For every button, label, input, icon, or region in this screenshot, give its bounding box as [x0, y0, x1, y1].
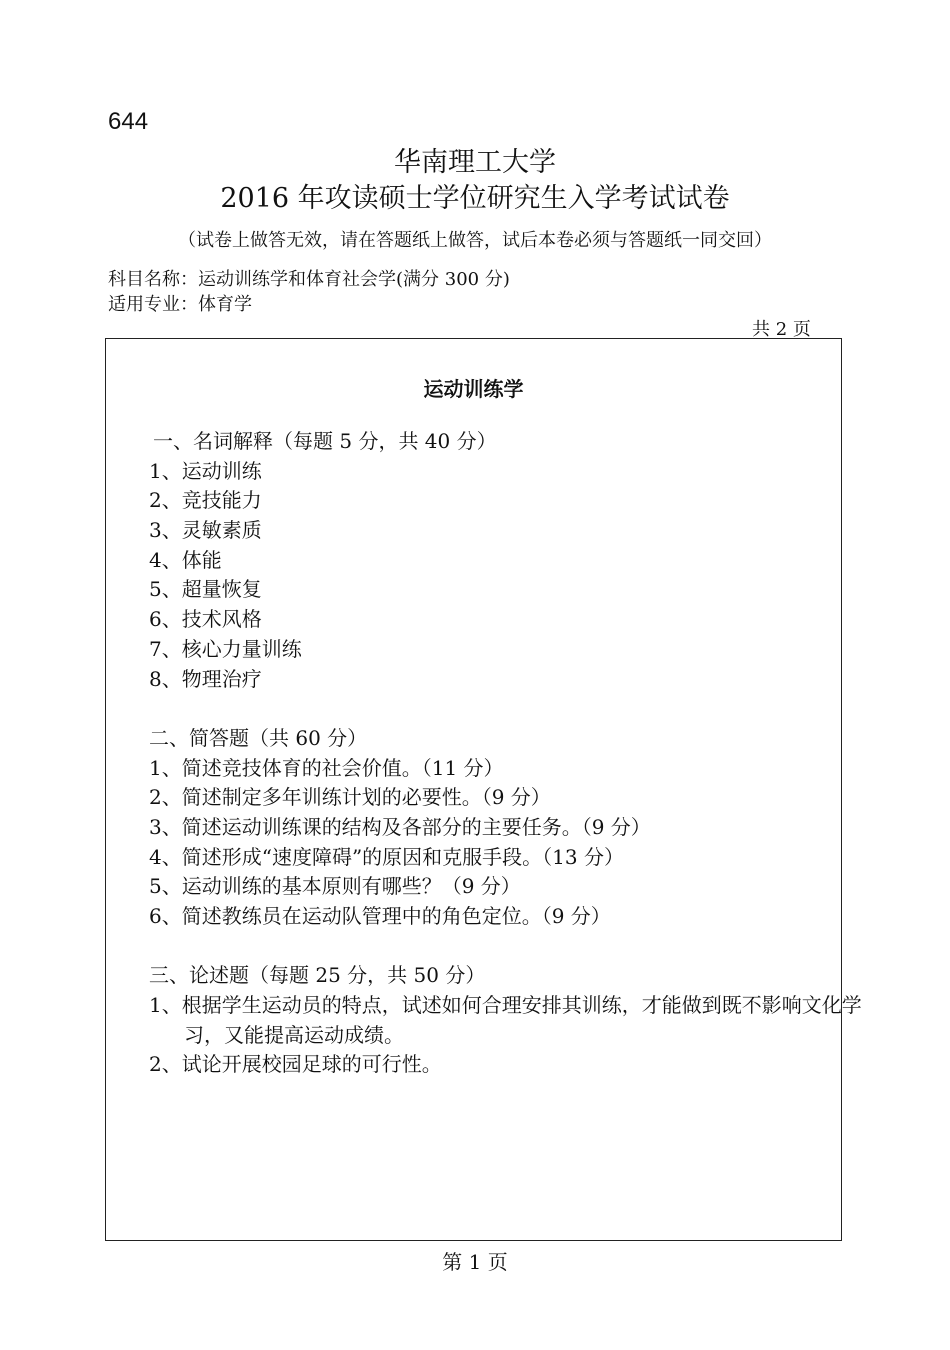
list-item: 2、试论开展校园足球的可行性。	[149, 1052, 442, 1077]
section-spacer	[149, 932, 843, 962]
section-title: 运动训练学	[423, 377, 524, 401]
list-item: 7、核心力量训练	[149, 636, 302, 661]
subject-name: 科目名称：运动训练学和体育社会学(满分 300 分)	[108, 269, 510, 290]
list-item: 5、运动训练的基本原则有哪些？（9 分）	[149, 874, 521, 899]
question-heading-essay: 三、论述题（每题 25 分，共 50 分）	[149, 963, 486, 988]
list-item: 2、简述制定多年训练计划的必要性。（9 分）	[149, 785, 551, 810]
list-item: 6、技术风格	[149, 607, 262, 632]
list-item: 4、简述形成“速度障碍”的原因和克服手段。（13 分）	[149, 844, 624, 869]
list-item: 1、运动训练	[149, 458, 262, 483]
section-spacer	[149, 694, 843, 724]
list-item: 1、简述竞技体育的社会价值。（11 分）	[149, 755, 504, 780]
list-item: 5、超量恢复	[149, 577, 262, 602]
total-pages: 共 2 页	[752, 319, 811, 340]
list-item: 6、简述教练员在运动队管理中的角色定位。（9 分）	[149, 904, 611, 928]
exam-title: 2016 年攻读硕士学位研究生入学考试试卷	[220, 183, 730, 214]
list-item: 1、根据学生运动员的特点，试述如何合理安排其训练，才能做到既不影响文化学习，又能提高运动成绩。	[149, 993, 862, 1047]
list-item: 4、体能	[149, 547, 222, 572]
list-item: 2、竞技能力	[149, 488, 262, 513]
question-heading-terms: 一、名词解释（每题 5 分，共 40 分）	[153, 429, 497, 453]
page-number: 第 1 页	[442, 1250, 508, 1274]
school-name: 华南理工大学	[394, 147, 556, 178]
exam-content-frame	[105, 338, 862, 1241]
question-heading-short-answer: 二、简答题（共 60 分）	[149, 725, 368, 750]
exam-code: 644	[108, 108, 149, 135]
list-item: 3、简述运动训练课的结构及各部分的主要任务。（9 分）	[149, 814, 651, 839]
list-item: 3、灵敏素质	[149, 518, 262, 543]
list-item: 8、物理治疗	[149, 666, 262, 691]
applicable-major: 适用专业：体育学	[108, 294, 252, 315]
exam-notice: （试卷上做答无效，请在答题纸上做答，试后本卷必须与答题纸一同交回）	[178, 230, 772, 251]
question-list	[149, 427, 862, 1080]
